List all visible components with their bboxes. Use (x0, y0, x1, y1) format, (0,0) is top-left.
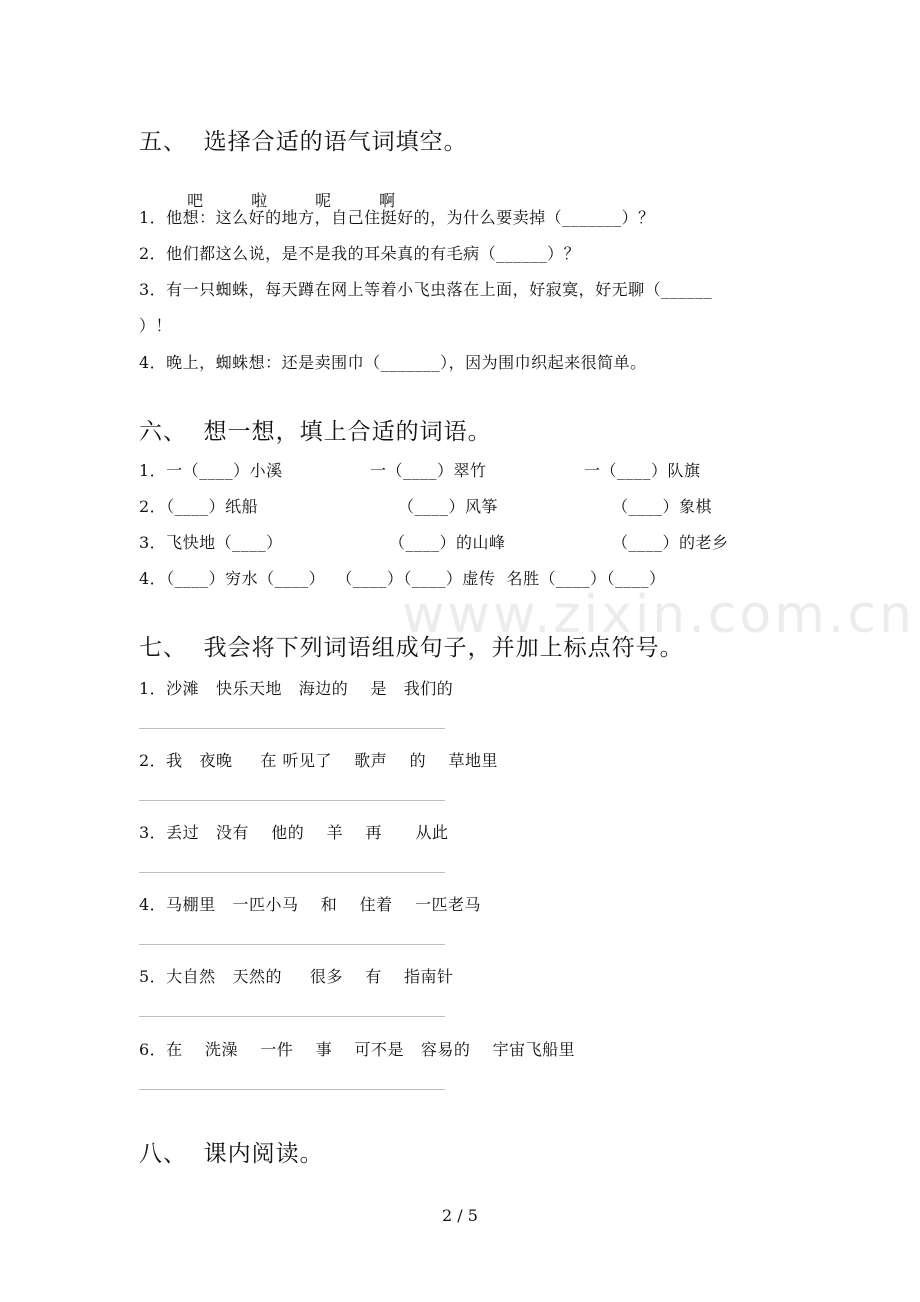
s6-row-2-a: 2．（____）纸船 (139, 497, 259, 516)
answer-line[interactable] (139, 1016, 445, 1017)
particle-word: 呢 (315, 191, 332, 210)
section-6-title: 六、 想一想，填上合适的词语。 (139, 419, 492, 445)
s6-row-3-b: （____）的山峰 (389, 533, 506, 552)
particle-word: 啦 (251, 191, 268, 210)
s7-question-3: 3．丢过 没有 他的 羊 再 从此 (139, 823, 449, 842)
answer-line[interactable] (139, 944, 445, 945)
s6-row-3-c: （____）的老乡 (612, 533, 729, 552)
particle-word: 啊 (379, 191, 396, 210)
s7-question-2: 2．我 夜晚 在 听见了 歌声 的 草地里 (139, 751, 498, 770)
watermark: www.zixin.com.cn (402, 585, 915, 645)
answer-line[interactable] (139, 728, 445, 729)
answer-line[interactable] (139, 872, 445, 873)
s7-question-6: 6．在 洗澡 一件 事 可不是 容易的 宇宙飞船里 (139, 1040, 576, 1059)
page-number: 2 / 5 (442, 1206, 478, 1225)
s6-row-2-c: （____）象棋 (612, 497, 713, 516)
s7-question-1: 1．沙滩 快乐天地 海边的 是 我们的 (139, 679, 454, 698)
s6-row-1-c: 一（____）队旗 (584, 461, 701, 480)
s6-row-2-b: （____）风筝 (398, 497, 499, 516)
s7-question-4: 4．马棚里 一匹小马 和 住着 一匹老马 (139, 895, 481, 914)
s6-row-4: 4．（____）穷水（____） （____）（____）虚传 名胜（____）（____） (139, 569, 666, 588)
s6-row-3-a: 3．飞快地（____） (139, 533, 283, 552)
section-5-title: 五、 选择合适的语气词填空。 (139, 129, 468, 155)
s5-question-3-cont: ）！ (139, 316, 173, 335)
answer-line[interactable] (139, 1089, 445, 1090)
s5-question-4: 4．晚上，蜘蛛想：还是卖围巾（_______），因为围巾织起来很简单。 (139, 353, 647, 372)
s5-question-3: 3．有一只蜘蛛，每天蹲在网上等着小飞虫落在上面，好寂寞，好无聊（______ (139, 280, 713, 299)
particle-word: 吧 (187, 191, 204, 210)
section-8-title: 八、 课内阅读。 (139, 1141, 324, 1167)
s7-question-5: 5．大自然 天然的 很多 有 指南针 (139, 967, 454, 986)
s5-question-2: 2．他们都这么说，是不是我的耳朵真的有毛病（______）？ (139, 244, 581, 263)
s6-row-1-a: 1．一（____）小溪 (139, 461, 283, 480)
s5-question-1: 1．他想：这么好的地方，自己住挺好的，为什么要卖掉（_______）？ (139, 208, 655, 227)
section-7-title: 七、 我会将下列词语组成句子，并加上标点符号。 (139, 635, 684, 661)
s6-row-1-b: 一（____）翠竹 (370, 461, 487, 480)
answer-line[interactable] (139, 800, 445, 801)
